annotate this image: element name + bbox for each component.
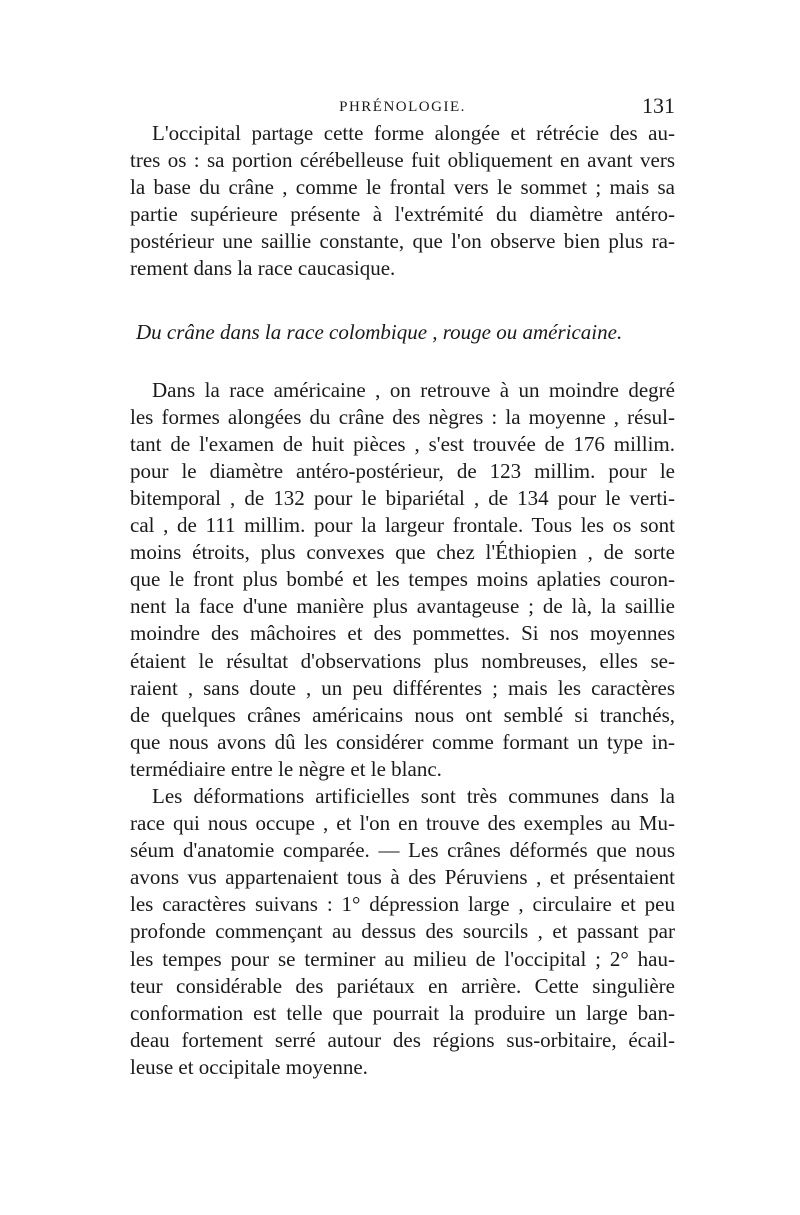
text-line: séum d'anatomie comparée. — Les crânes déformés que nous (130, 838, 675, 863)
running-title: PHRÉNOLOGIE. (339, 99, 466, 115)
page-number: 131 (642, 93, 675, 118)
text-line: de quelques crânes américains nous ont semblé si tranchés, (130, 702, 675, 727)
text-line: que le front plus bombé et les tempes moins aplaties couron- (130, 567, 675, 592)
text-line: L'occipital partage cette forme alongée et rétrécie des au- (152, 121, 675, 145)
text-line: les tempes pour se terminer au milieu de l'occipital ; 2° hau- (130, 946, 675, 971)
text-line: pour le diamètre antéro-postérieur, de 123 millim. pour le (130, 458, 675, 483)
text-line: termédiaire entre le nègre et le blanc. (130, 756, 442, 781)
heading-spacer (130, 346, 675, 377)
text-line: moindre des mâchoires et des pommettes. Si nos moyennes (130, 621, 675, 646)
text-line: raient , sans doute , un peu différentes ; mais les caractères (130, 675, 675, 700)
text-line: tant de l'examen de huit pièces , s'est trouvée de 176 millim. (130, 431, 675, 456)
text-line: nent la face d'une manière plus avantageuse ; de là, la saillie (130, 594, 675, 619)
text-line: moins étroits, plus convexes que chez l'Éthiopien , de sorte (130, 540, 675, 565)
text-line: Les déformations artificielles sont très communes dans la (152, 783, 675, 808)
body-text (130, 120, 675, 1081)
text-line: race qui nous occupe , et l'on en trouve des exemples au Mu- (130, 811, 675, 836)
paragraph-american-race (130, 377, 675, 783)
paragraph-deformations (130, 783, 675, 1081)
text-line: que nous avons dû les considérer comme formant un type in- (130, 729, 675, 754)
running-head (130, 93, 675, 123)
text-line: les caractères suivans : 1° dépression large , circulaire et peu (130, 892, 675, 917)
text-line: partie supérieure présente à l'extrémité du diamètre antéro- (130, 202, 675, 227)
text-line: bitemporal , de 132 pour le bipariétal , de 134 pour le verti- (130, 485, 675, 510)
text-line: la base du crâne , comme le frontal vers le sommet ; mais sa (130, 175, 675, 200)
text-line: teur considérable des pariétaux en arrière. Cette singulière (130, 973, 675, 998)
text-line: cal , de 111 millim. pour la largeur frontale. Tous les os sont (130, 513, 675, 538)
text-line: rement dans la race caucasique. (130, 256, 396, 281)
text-line: deau fortement serré autour des régions sus-orbitaire, écail- (130, 1027, 675, 1052)
text-line: Dans la race américaine , on retrouve à un moindre degré (152, 377, 675, 402)
text-line: profonde commençant au dessus des sourcils , et passant par (130, 919, 675, 944)
text-line: postérieur une saillie constante, que l'on observe bien plus ra- (130, 229, 675, 254)
paragraph-occipital (130, 120, 675, 283)
text-line: tres os : sa portion cérébelleuse fuit obliquement en avant vers (130, 148, 675, 173)
section-heading: Du crâne dans la race colombique , rouge ou américaine. (136, 319, 623, 344)
text-line: étaient le résultat d'observations plus nombreuses, elles se- (130, 648, 675, 673)
text-line: conformation est telle que pourrait la produire un large ban- (130, 1000, 675, 1025)
text-line: les formes alongées du crâne des nègres : la moyenne , résul- (130, 404, 675, 429)
text-line: leuse et occipitale moyenne. (130, 1054, 368, 1079)
text-line: avons vus appartenaient tous à des Péruviens , et présentaient (130, 865, 675, 890)
